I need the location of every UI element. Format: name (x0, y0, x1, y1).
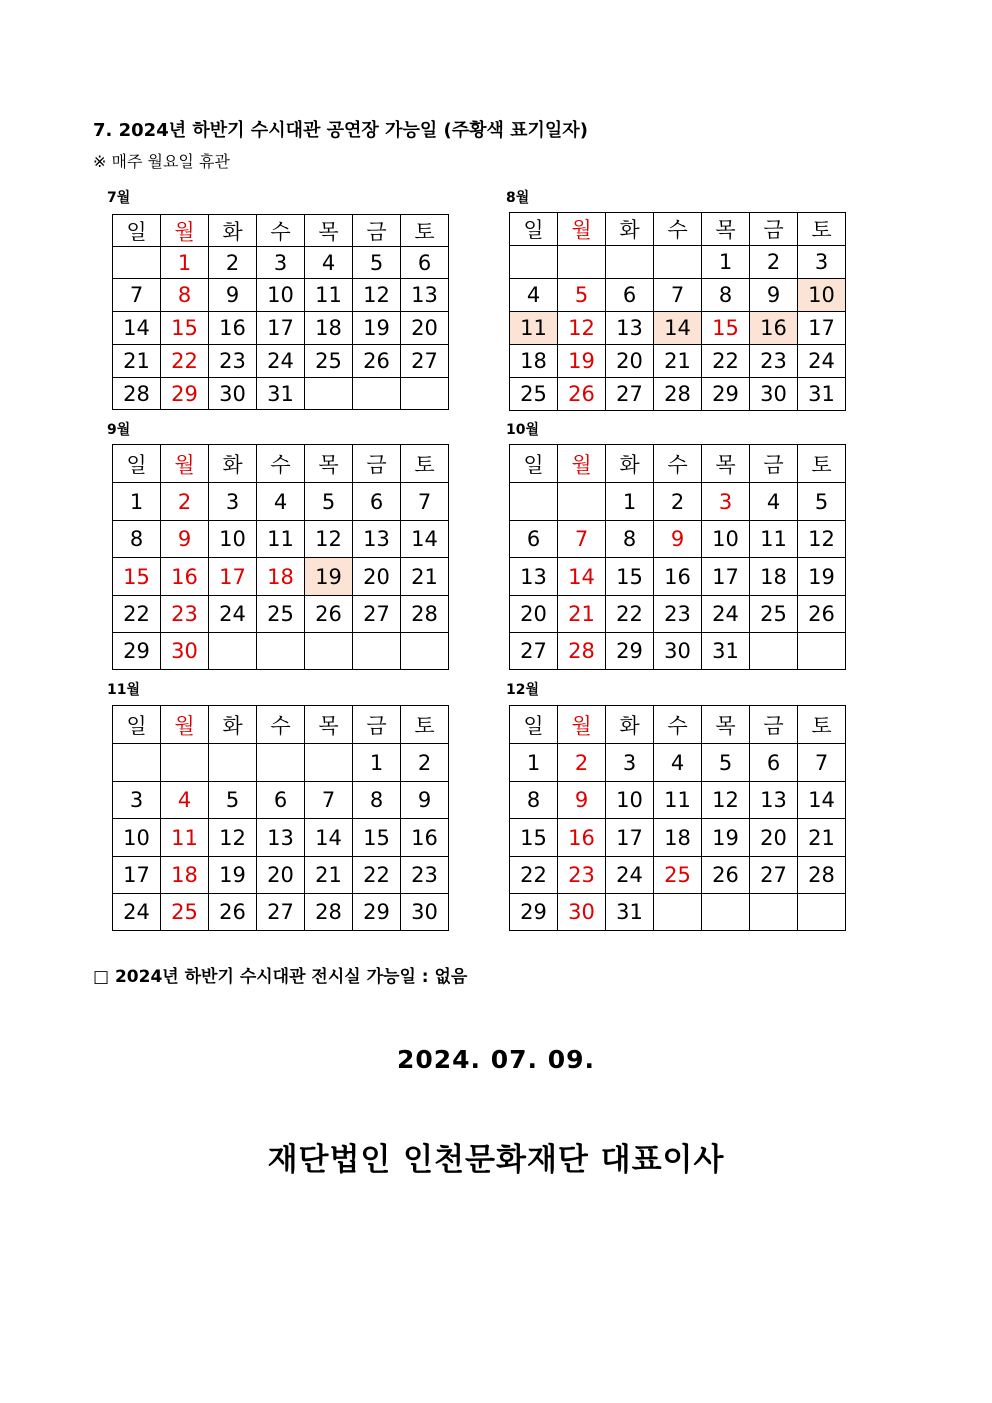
day-cell: 16 (209, 312, 257, 345)
empty-cell (305, 744, 353, 782)
empty-cell (257, 744, 305, 782)
day-cell: 10 (257, 279, 305, 312)
day-cell: 5 (798, 483, 846, 521)
day-cell: 6 (257, 782, 305, 819)
weekday-header: 일 (510, 213, 558, 246)
day-cell: 18 (161, 857, 209, 894)
weekday-header: 수 (654, 445, 702, 483)
day-cell: 26 (305, 596, 353, 633)
weekday-header: 일 (510, 445, 558, 483)
day-cell: 3 (113, 782, 161, 819)
day-cell: 24 (257, 345, 305, 378)
day-cell: 2 (558, 744, 606, 782)
month-calendar (112, 705, 449, 931)
day-cell: 27 (510, 633, 558, 670)
day-cell: 11 (161, 819, 209, 857)
day-cell: 27 (257, 894, 305, 931)
empty-cell (353, 633, 401, 670)
weekday-header: 금 (750, 213, 798, 246)
day-cell: 11 (750, 521, 798, 558)
day-cell: 15 (353, 819, 401, 857)
day-cell: 18 (750, 558, 798, 596)
day-cell: 23 (750, 345, 798, 378)
day-cell: 25 (510, 378, 558, 411)
day-cell: 6 (510, 521, 558, 558)
day-cell: 7 (401, 483, 449, 521)
empty-cell (750, 633, 798, 670)
day-cell: 31 (798, 378, 846, 411)
weekday-header: 토 (798, 445, 846, 483)
exhibit-availability: □ 2024년 하반기 수시대관 전시실 가능일 : 없음 (93, 967, 468, 987)
day-cell: 4 (161, 782, 209, 819)
weekday-header: 금 (353, 706, 401, 744)
day-cell: 9 (161, 521, 209, 558)
day-cell: 28 (401, 596, 449, 633)
weekday-header: 목 (702, 445, 750, 483)
day-cell: 24 (606, 857, 654, 894)
weekday-header: 금 (353, 445, 401, 483)
day-cell: 28 (654, 378, 702, 411)
day-cell: 8 (606, 521, 654, 558)
day-cell: 1 (606, 483, 654, 521)
day-cell: 2 (401, 744, 449, 782)
weekday-header: 목 (305, 706, 353, 744)
day-cell: 23 (654, 596, 702, 633)
weekday-header: 목 (305, 215, 353, 247)
day-cell: 30 (654, 633, 702, 670)
weekday-header: 화 (606, 445, 654, 483)
day-cell: 12 (353, 279, 401, 312)
day-cell: 17 (113, 857, 161, 894)
day-cell: 30 (750, 378, 798, 411)
weekday-header: 월 (161, 706, 209, 744)
month-label: 12월 (506, 682, 540, 698)
day-cell: 7 (654, 279, 702, 312)
day-cell: 4 (257, 483, 305, 521)
day-cell: 17 (606, 819, 654, 857)
day-cell: 1 (702, 246, 750, 279)
day-cell: 10 (606, 782, 654, 819)
day-cell: 11 (305, 279, 353, 312)
day-cell: 4 (510, 279, 558, 312)
empty-cell (305, 378, 353, 410)
day-cell: 2 (161, 483, 209, 521)
day-cell: 30 (161, 633, 209, 670)
day-cell: 23 (558, 857, 606, 894)
day-cell: 12 (558, 312, 606, 345)
day-cell: 23 (161, 596, 209, 633)
weekday-header: 목 (702, 706, 750, 744)
day-cell: 29 (353, 894, 401, 931)
month-label: 8월 (506, 190, 530, 206)
signature-line: 재단법인 인천문화재단 대표이사 (267, 1142, 725, 1178)
day-cell: 29 (161, 378, 209, 410)
day-cell: 25 (654, 857, 702, 894)
weekday-header: 화 (209, 215, 257, 247)
empty-cell (558, 246, 606, 279)
month-calendar (509, 705, 846, 931)
weekday-header: 금 (750, 445, 798, 483)
weekday-header: 월 (558, 213, 606, 246)
day-cell: 6 (353, 483, 401, 521)
day-cell: 3 (257, 247, 305, 279)
empty-cell (558, 483, 606, 521)
day-cell: 19 (353, 312, 401, 345)
day-cell: 5 (558, 279, 606, 312)
day-cell: 16 (558, 819, 606, 857)
day-cell: 28 (798, 857, 846, 894)
weekday-header: 토 (798, 213, 846, 246)
day-cell: 1 (113, 483, 161, 521)
empty-cell (510, 483, 558, 521)
day-cell: 18 (257, 558, 305, 596)
day-cell: 9 (558, 782, 606, 819)
empty-cell (654, 246, 702, 279)
day-cell: 9 (209, 279, 257, 312)
day-cell: 9 (654, 521, 702, 558)
weekday-header: 수 (654, 213, 702, 246)
weekday-header: 수 (654, 706, 702, 744)
weekday-header: 화 (209, 706, 257, 744)
day-cell: 19 (305, 558, 353, 596)
day-cell: 8 (702, 279, 750, 312)
empty-cell (401, 633, 449, 670)
day-cell: 26 (353, 345, 401, 378)
day-cell: 14 (305, 819, 353, 857)
weekday-header: 일 (113, 215, 161, 247)
day-cell: 21 (401, 558, 449, 596)
day-cell: 19 (209, 857, 257, 894)
weekday-header: 수 (257, 706, 305, 744)
month-label: 11월 (107, 682, 141, 698)
day-cell: 1 (510, 744, 558, 782)
day-cell: 16 (401, 819, 449, 857)
weekday-header: 일 (510, 706, 558, 744)
weekday-header: 일 (113, 706, 161, 744)
day-cell: 27 (353, 596, 401, 633)
day-cell: 29 (702, 378, 750, 411)
day-cell: 26 (702, 857, 750, 894)
day-cell: 22 (353, 857, 401, 894)
day-cell: 13 (401, 279, 449, 312)
day-cell: 14 (113, 312, 161, 345)
day-cell: 18 (510, 345, 558, 378)
empty-cell (305, 633, 353, 670)
month-label: 7월 (107, 190, 131, 206)
day-cell: 21 (558, 596, 606, 633)
weekday-header: 일 (113, 445, 161, 483)
day-cell: 17 (798, 312, 846, 345)
day-cell: 1 (353, 744, 401, 782)
section-heading: 7. 2024년 하반기 수시대관 공연장 가능일 (주황색 표기일자) (93, 120, 588, 141)
day-cell: 22 (113, 596, 161, 633)
day-cell: 14 (558, 558, 606, 596)
weekday-header: 월 (161, 445, 209, 483)
day-cell: 10 (209, 521, 257, 558)
day-cell: 21 (798, 819, 846, 857)
weekday-header: 수 (257, 215, 305, 247)
empty-cell (161, 744, 209, 782)
day-cell: 2 (750, 246, 798, 279)
day-cell: 20 (750, 819, 798, 857)
empty-cell (113, 744, 161, 782)
weekday-header: 월 (558, 706, 606, 744)
day-cell: 6 (606, 279, 654, 312)
day-cell: 7 (558, 521, 606, 558)
day-cell: 15 (606, 558, 654, 596)
day-cell: 20 (606, 345, 654, 378)
day-cell: 21 (654, 345, 702, 378)
day-cell: 31 (257, 378, 305, 410)
day-cell: 14 (798, 782, 846, 819)
month-label: 9월 (107, 422, 131, 438)
empty-cell (510, 246, 558, 279)
day-cell: 13 (257, 819, 305, 857)
day-cell: 3 (702, 483, 750, 521)
day-cell: 31 (702, 633, 750, 670)
day-cell: 21 (305, 857, 353, 894)
day-cell: 24 (113, 894, 161, 931)
day-cell: 8 (161, 279, 209, 312)
empty-cell (257, 633, 305, 670)
weekday-header: 금 (750, 706, 798, 744)
empty-cell (401, 378, 449, 410)
day-cell: 25 (257, 596, 305, 633)
day-cell: 7 (305, 782, 353, 819)
day-cell: 16 (161, 558, 209, 596)
day-cell: 7 (798, 744, 846, 782)
day-cell: 12 (702, 782, 750, 819)
day-cell: 29 (606, 633, 654, 670)
day-cell: 26 (798, 596, 846, 633)
day-cell: 28 (113, 378, 161, 410)
empty-cell (209, 744, 257, 782)
day-cell: 25 (305, 345, 353, 378)
day-cell: 20 (510, 596, 558, 633)
weekday-header: 토 (401, 706, 449, 744)
day-cell: 29 (510, 894, 558, 931)
weekday-header: 화 (606, 213, 654, 246)
day-cell: 18 (654, 819, 702, 857)
day-cell: 30 (401, 894, 449, 931)
day-cell: 12 (798, 521, 846, 558)
day-cell: 8 (353, 782, 401, 819)
day-cell: 9 (750, 279, 798, 312)
day-cell: 20 (353, 558, 401, 596)
weekday-header: 금 (353, 215, 401, 247)
day-cell: 20 (401, 312, 449, 345)
day-cell: 28 (558, 633, 606, 670)
day-cell: 12 (305, 521, 353, 558)
day-cell: 17 (257, 312, 305, 345)
day-cell: 28 (305, 894, 353, 931)
day-cell: 24 (209, 596, 257, 633)
day-cell: 11 (510, 312, 558, 345)
empty-cell (654, 894, 702, 931)
weekday-header: 토 (401, 215, 449, 247)
day-cell: 8 (113, 521, 161, 558)
weekday-header: 목 (305, 445, 353, 483)
day-cell: 4 (305, 247, 353, 279)
day-cell: 22 (702, 345, 750, 378)
weekday-header: 수 (257, 445, 305, 483)
day-cell: 16 (750, 312, 798, 345)
closure-note: ※ 매주 월요일 휴관 (93, 152, 230, 171)
day-cell: 3 (606, 744, 654, 782)
day-cell: 12 (209, 819, 257, 857)
day-cell: 27 (401, 345, 449, 378)
day-cell: 22 (606, 596, 654, 633)
day-cell: 5 (305, 483, 353, 521)
day-cell: 15 (510, 819, 558, 857)
day-cell: 23 (209, 345, 257, 378)
day-cell: 2 (209, 247, 257, 279)
day-cell: 14 (401, 521, 449, 558)
day-cell: 5 (209, 782, 257, 819)
day-cell: 24 (702, 596, 750, 633)
day-cell: 19 (702, 819, 750, 857)
day-cell: 13 (750, 782, 798, 819)
day-cell: 29 (113, 633, 161, 670)
day-cell: 16 (654, 558, 702, 596)
empty-cell (209, 633, 257, 670)
day-cell: 25 (750, 596, 798, 633)
day-cell: 19 (558, 345, 606, 378)
day-cell: 17 (209, 558, 257, 596)
day-cell: 15 (113, 558, 161, 596)
day-cell: 27 (750, 857, 798, 894)
day-cell: 4 (654, 744, 702, 782)
day-cell: 1 (161, 247, 209, 279)
day-cell: 31 (606, 894, 654, 931)
day-cell: 23 (401, 857, 449, 894)
day-cell: 20 (257, 857, 305, 894)
day-cell: 10 (798, 279, 846, 312)
day-cell: 21 (113, 345, 161, 378)
month-calendar (509, 212, 846, 411)
day-cell: 15 (702, 312, 750, 345)
day-cell: 11 (654, 782, 702, 819)
empty-cell (798, 894, 846, 931)
day-cell: 30 (558, 894, 606, 931)
day-cell: 5 (353, 247, 401, 279)
day-cell: 6 (750, 744, 798, 782)
empty-cell (606, 246, 654, 279)
day-cell: 27 (606, 378, 654, 411)
weekday-header: 목 (702, 213, 750, 246)
day-cell: 5 (702, 744, 750, 782)
day-cell: 7 (113, 279, 161, 312)
day-cell: 9 (401, 782, 449, 819)
day-cell: 3 (209, 483, 257, 521)
weekday-header: 토 (401, 445, 449, 483)
empty-cell (702, 894, 750, 931)
empty-cell (798, 633, 846, 670)
day-cell: 19 (798, 558, 846, 596)
weekday-header: 월 (558, 445, 606, 483)
empty-cell (750, 894, 798, 931)
day-cell: 14 (654, 312, 702, 345)
month-calendar (112, 214, 449, 410)
day-cell: 10 (113, 819, 161, 857)
day-cell: 17 (702, 558, 750, 596)
day-cell: 24 (798, 345, 846, 378)
day-cell: 26 (209, 894, 257, 931)
day-cell: 13 (606, 312, 654, 345)
day-cell: 13 (510, 558, 558, 596)
day-cell: 15 (161, 312, 209, 345)
day-cell: 22 (161, 345, 209, 378)
day-cell: 2 (654, 483, 702, 521)
day-cell: 25 (161, 894, 209, 931)
day-cell: 3 (798, 246, 846, 279)
weekday-header: 화 (606, 706, 654, 744)
document-date: 2024. 07. 09. (396, 1045, 596, 1074)
day-cell: 13 (353, 521, 401, 558)
month-calendar (509, 444, 846, 670)
day-cell: 10 (702, 521, 750, 558)
empty-cell (113, 247, 161, 279)
weekday-header: 토 (798, 706, 846, 744)
month-label: 10월 (506, 422, 540, 438)
day-cell: 18 (305, 312, 353, 345)
day-cell: 26 (558, 378, 606, 411)
day-cell: 11 (257, 521, 305, 558)
day-cell: 22 (510, 857, 558, 894)
day-cell: 8 (510, 782, 558, 819)
day-cell: 4 (750, 483, 798, 521)
weekday-header: 화 (209, 445, 257, 483)
weekday-header: 월 (161, 215, 209, 247)
day-cell: 6 (401, 247, 449, 279)
empty-cell (353, 378, 401, 410)
day-cell: 30 (209, 378, 257, 410)
month-calendar (112, 444, 449, 670)
